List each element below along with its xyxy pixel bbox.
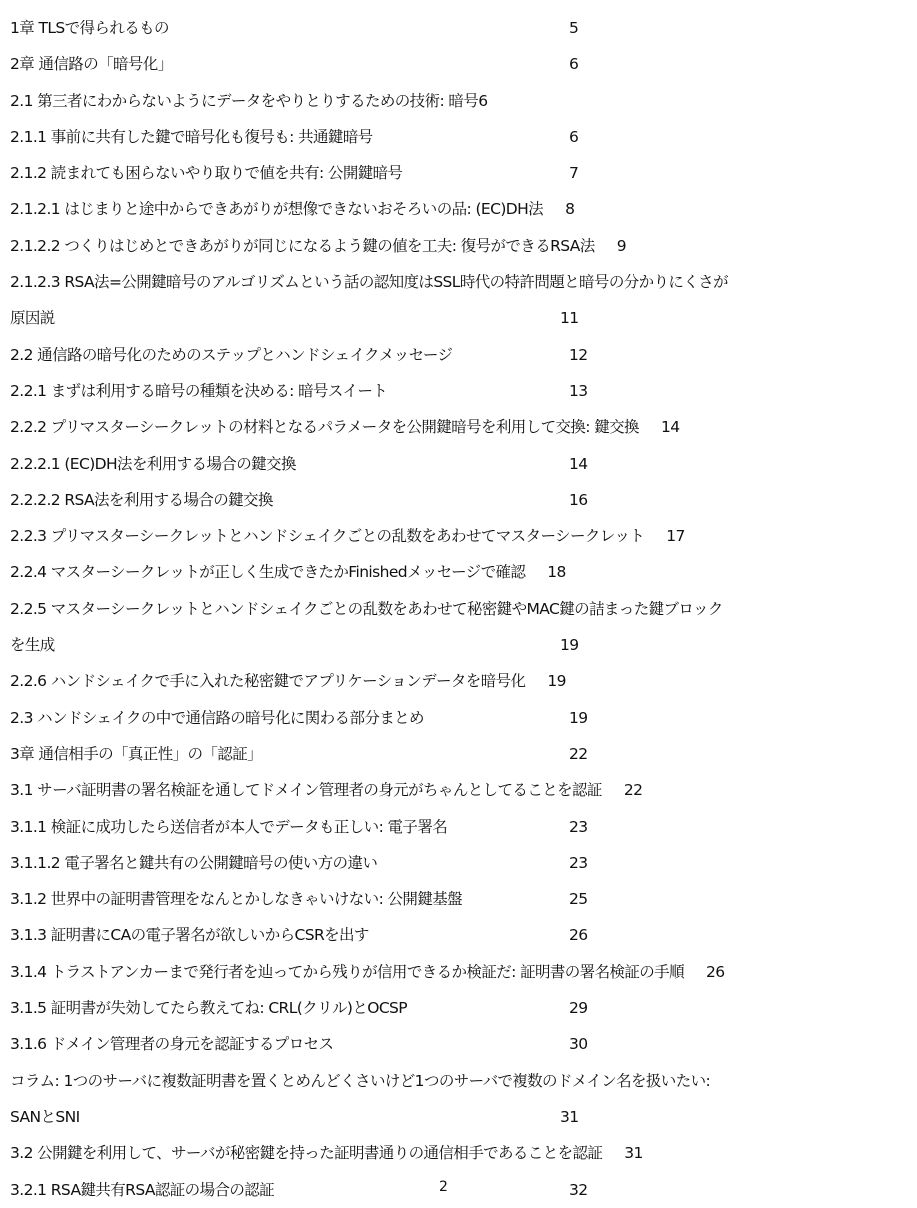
toc-entry[interactable] [10, 554, 910, 590]
toc-entry-title: 2.1.1 事前に共有した鍵で暗号化も復号も: 共通鍵暗号 [10, 127, 373, 146]
toc-entry-title: 2.2.2.2 RSA法を利用する場合の鍵交換 [10, 490, 273, 509]
toc-entry[interactable] [10, 1135, 910, 1171]
toc-entry[interactable] [10, 191, 910, 227]
toc-entry[interactable] [10, 845, 910, 881]
toc-entry-title: 2.2.2 プリマスターシークレットの材料となるパラメータを公開鍵暗号を利用して交換: 鍵交換 [10, 418, 639, 437]
toc-entry[interactable] [10, 990, 910, 1026]
toc-entry-title: 2.1.2.3 RSA法=公開鍵暗号のアルゴリズムという話の認知度はSSL時代の特許問題と暗号の分かりにくさが [10, 273, 729, 292]
toc-entry-title: 3.1.5 証明書が失効してたら教えてね: CRL(クリル)とOCSP [10, 999, 408, 1018]
toc-entry[interactable] [10, 155, 910, 191]
toc-entry-title: 2.1 第三者にわからないようにデータをやりとりするための技術: 暗号 [10, 91, 479, 110]
toc-entry[interactable] [10, 1063, 910, 1136]
toc-entry-page: 26 [569, 926, 588, 945]
toc-entry-title: 3.1.4 トラストアンカーまで発行者を辿ってから残りが信用できるか検証だ: 証明書の署名検証の手順 [10, 962, 684, 981]
toc-entry-title: 2.2.3 プリマスターシークレットとハンドシェイクごとの乱数をあわせてマスターシークレット [10, 527, 645, 546]
toc-entry[interactable] [10, 663, 910, 699]
toc-entry-page: 22 [623, 781, 643, 800]
toc-entry-page: 25 [569, 890, 588, 909]
toc-entry-title: 3.2.1 RSA鍵共有RSA認証の場合の認証 [10, 1180, 275, 1199]
toc-entry-page: 19 [569, 708, 588, 727]
toc-entry[interactable] [10, 772, 910, 808]
toc-entry-page: 18 [547, 563, 566, 582]
toc-entry-page: 6 [478, 91, 488, 110]
toc-entry-page: 22 [569, 744, 588, 763]
toc-entry-page: 6 [569, 127, 579, 146]
toc-entry[interactable] [10, 83, 910, 119]
table-of-contents [10, 10, 910, 1208]
toc-entry-page: 7 [569, 164, 579, 183]
toc-entry[interactable] [10, 228, 910, 264]
toc-entry-title: 2.2.5 マスターシークレットとハンドシェイクごとの乱数をあわせて秘密鍵やMAC鍵の詰まった鍵ブロック [10, 599, 723, 618]
toc-entry[interactable] [10, 46, 910, 82]
toc-entry-title: 1章 TLSで得られるもの [10, 19, 169, 37]
toc-entry[interactable] [10, 119, 910, 155]
toc-entry-title: 2.2.1 まずは利用する暗号の種類を決める: 暗号スイート [10, 381, 388, 400]
toc-entry-title: 3.1.3 証明書にCAの電子署名が欲しいからCSRを出す [10, 926, 369, 945]
toc-entry[interactable] [10, 482, 910, 518]
toc-entry-page: 14 [660, 418, 680, 437]
toc-entry-page: 31 [560, 1107, 579, 1126]
toc-entry-title: 2.1.2.2 つくりはじめとできあがりが同じになるよう鍵の値を工夫: 復号ができるRSA法 [10, 236, 595, 255]
page-number: 2 [439, 1179, 448, 1195]
toc-entry-title: 3.1 サーバ証明書の署名検証を通してドメイン管理者の身元がちゃんとしてることを認証 [10, 781, 602, 800]
toc-entry[interactable] [10, 1172, 910, 1208]
toc-entry[interactable] [10, 518, 910, 554]
toc-entry-page: 26 [705, 962, 725, 981]
toc-entry-page: 5 [569, 19, 579, 37]
toc-entry-title: 3.1.1 検証に成功したら送信者が本人でデータも正しい: 電子署名 [10, 817, 448, 836]
toc-entry-title: 3.1.6 ドメイン管理者の身元を認証するプロセス [10, 1035, 334, 1054]
toc-entry[interactable] [10, 736, 910, 772]
toc-entry-page: 23 [569, 853, 588, 872]
toc-entry-title: 3.1.1.2 電子署名と鍵共有の公開鍵暗号の使い方の違い [10, 853, 378, 872]
toc-entry-page: 14 [569, 454, 588, 473]
toc-entry[interactable] [10, 10, 910, 46]
toc-entry-title: 2章 通信路の「暗号化」 [10, 55, 173, 74]
toc-entry[interactable] [10, 1026, 910, 1062]
toc-entry-title: 2.2 通信路の暗号化のためのステップとハンドシェイクメッセージ [10, 345, 453, 364]
toc-entry-title: 2.2.6 ハンドシェイクで手に入れた秘密鍵でアプリケーションデータを暗号化 [10, 672, 526, 691]
toc-entry-title: 3.2 公開鍵を利用して、サーバが秘密鍵を持った証明書通りの通信相手であることを認証 [10, 1144, 603, 1163]
toc-entry-page: 29 [569, 999, 588, 1018]
toc-entry-page: 11 [560, 309, 579, 328]
toc-entry[interactable] [10, 881, 910, 917]
toc-entry-page: 32 [569, 1180, 588, 1199]
toc-entry[interactable] [10, 373, 910, 409]
toc-entry-page: 31 [624, 1144, 643, 1163]
toc-entry-title: 2.1.2.1 はじまりと途中からできあがりが想像できないおそろいの品: (EC)DH法 [10, 200, 544, 219]
toc-entry-page: 8 [565, 200, 575, 219]
toc-entry[interactable] [10, 337, 910, 373]
toc-entry-page: 16 [569, 490, 588, 509]
toc-entry-page: 12 [569, 345, 588, 364]
toc-entry-title: 2.3 ハンドシェイクの中で通信路の暗号化に関わる部分まとめ [10, 708, 424, 727]
toc-entry[interactable] [10, 409, 910, 445]
toc-entry-title: コラム: 1つのサーバに複数証明書を置くとめんどくさいけど1つのサーバで複数のドメイン名を扱いたい: [10, 1071, 711, 1090]
toc-entry-title: 2.2.2.1 (EC)DH法を利用する場合の鍵交換 [10, 454, 296, 473]
toc-entry-page: 19 [560, 636, 579, 655]
toc-entry[interactable] [10, 264, 910, 337]
toc-entry-page: 23 [569, 817, 588, 836]
toc-entry-title: 2.2.4 マスターシークレットが正しく生成できたかFinishedメッセージで確認 [10, 563, 526, 582]
toc-entry[interactable] [10, 809, 910, 845]
toc-entry-title-continued: SANとSNI [10, 1107, 80, 1126]
toc-entry-page: 19 [547, 672, 566, 691]
toc-entry-page: 9 [616, 236, 626, 255]
toc-entry-title-continued: 原因説 [10, 309, 55, 328]
toc-entry-page: 30 [569, 1035, 588, 1054]
toc-entry-page: 6 [569, 55, 579, 74]
toc-entry-page: 13 [569, 381, 588, 400]
toc-entry-title: 3章 通信相手の「真正性」の「認証」 [10, 744, 262, 763]
toc-entry-title: 2.1.2 読まれても困らないやり取りで値を共有: 公開鍵暗号 [10, 164, 403, 183]
toc-entry[interactable] [10, 954, 910, 990]
toc-entry[interactable] [10, 446, 910, 482]
toc-entry[interactable] [10, 917, 910, 953]
toc-entry-title: 3.1.2 世界中の証明書管理をなんとかしなきゃいけない: 公開鍵基盤 [10, 890, 463, 909]
toc-entry-title-continued: を生成 [10, 636, 55, 655]
toc-entry[interactable] [10, 591, 910, 664]
toc-entry[interactable] [10, 700, 910, 736]
toc-entry-page: 17 [666, 527, 685, 546]
